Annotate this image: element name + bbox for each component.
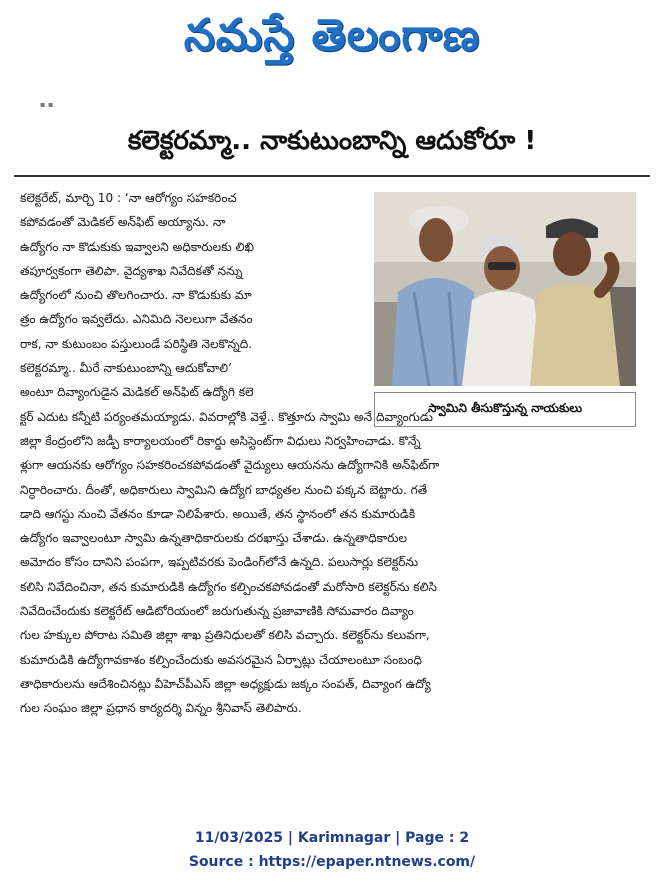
headline-divider (14, 175, 650, 177)
article-line: త్రం ఉద్యోగం ఇవ్వలేదు. ఎనిమిది నెలలుగా వేతనం (20, 312, 253, 327)
article-line: కుమారుడికి ఉద్యోగావకాశం కల్పించేందుకు అవసరమైన ఏర్పాట్లు చేయాలంటూ సంబంధి (20, 652, 422, 667)
article-line: డాది ఆగస్టు నుంచి వేతనం కూడా నిలిపేశారు. అయితే, తన స్థానంలో తన కుమారుడికి (20, 506, 416, 521)
article-line: గుల హక్కుల పోరాట సమితి జిల్లా శాఖ ప్రతినిధులతో కలిసి వచ్చారు. కలెక్టర్‌ను కలువగా, (20, 628, 430, 643)
source-link[interactable]: Source : https://epaper.ntnews.com/ (188, 854, 476, 870)
masthead-title: నమస్తే తెలంగాణ (183, 10, 481, 61)
article-line: తపూర్వకంగా తెలిపా. వైద్యశాఖ నివేదికతో నన్ను (20, 263, 243, 278)
photo-caption: స్వామిని తీసుకొస్తున్న నాయకులు (374, 392, 636, 427)
edition-info: 11/03/2025 | Karimnagar | Page : 2 (194, 830, 470, 846)
article-line: తాధికారులను ఆదేశించినట్లు వీహెచ్‌పీఎస్ జిల్లా అధ్యక్షుడు జక్కం సంపత్‌, దివ్యాంగ ఉద్యో (20, 676, 431, 691)
article-line: ళ్లుగా ఆయనకు ఆరోగ్యం సహకరించకపోవడంతో వైద్యులు ఆయనను ఉద్యోగానికి అన్‌ఫిట్‌గా (20, 458, 440, 473)
article-line: క్టర్ ఎదుట కన్నీటి పర్యంతమయ్యాడు. వివరాల్లోకి వెళ్తే.. కొత్తూరు స్వామి అనే దివ్యాంగుడు (20, 409, 433, 424)
article-line: కలెక్టరేట్‌, మార్చి 10 : ‘నా ఆరోగ్యం సహకరించ (20, 191, 237, 205)
clip-marker: ▪ ▪ (40, 100, 54, 109)
article-line: కపోవడంతో మెడికల్ అన్‌ఫిట్ అయ్యాను. నా (20, 215, 226, 230)
article-line: అమోదం కోసం దానిని పంపగా, ఇప్పటివరకు పెండింగ్‌లోనే ఉన్నది. పలుసార్లు కలెక్టర్‌ను (20, 555, 419, 570)
article-line: ఉద్యోగం నా కొడుకుకు ఇవ్వాలని అధికారులకు లిఖి (20, 239, 254, 254)
footer (0, 826, 664, 874)
masthead (0, 0, 664, 100)
article-line: అంటూ దివ్యాంగుడైన మెడికల్ అన్‌ఫిట్ ఉద్యోగి కలె (20, 385, 254, 400)
article-line: గుల సంఘం జిల్లా ప్రధాన కార్యదర్శి విన్నం శ్రీనివాస్ తెలిపారు. (20, 701, 302, 716)
article-body (20, 186, 640, 721)
article-line: నివేదించేందుకు కలెక్టరేట్ ఆడిటోరియంలో జరుగుతున్న ప్రజావాణికి సోమవారం దివ్యాం (20, 604, 414, 619)
article-line: జిల్లా కేంద్రంలోని జడ్పీ కార్యాలయంలో రికార్డు అసిస్టెంట్‌గా విధులు నిర్వహించాడు. కొన్నే (20, 433, 421, 448)
article-line: రాక, నా కుటుంబం పస్తులుండే పరిస్థితి నెలకొన్నది. (20, 336, 253, 351)
headline: కలెక్టరమ్మా.. నాకుటుంబాన్ని ఆదుకోరూ ! (127, 126, 537, 156)
article-line: కలిసి నివేదించినా, తన కుమారుడికి ఉద్యోగం కల్పించకపోవడంతో మరోసారి కలెక్టర్‌ను కలిసి (20, 579, 437, 594)
article-line: ఉద్యోగం ఇవ్వాలంటూ స్వామి ఉన్నతాధికారులకు దరఖాస్తు చేశాడు. ఉన్నతాధికారుల (20, 531, 408, 546)
article-line: ఉద్యోగంలో నుంచి తొలగించారు. నా కొడుకుకు మా (20, 288, 252, 303)
article-line: కలెక్టరమ్మా.. మీరే నాకుటుంబాన్ని ఆదుకోవాలి’ (20, 361, 232, 376)
article-line: నిర్ధారించారు. దీంతో, అధికారులు స్వామిని ఉద్యోగ బాధ్యతల నుంచి పక్కన బెట్టారు. గతే (20, 482, 428, 497)
